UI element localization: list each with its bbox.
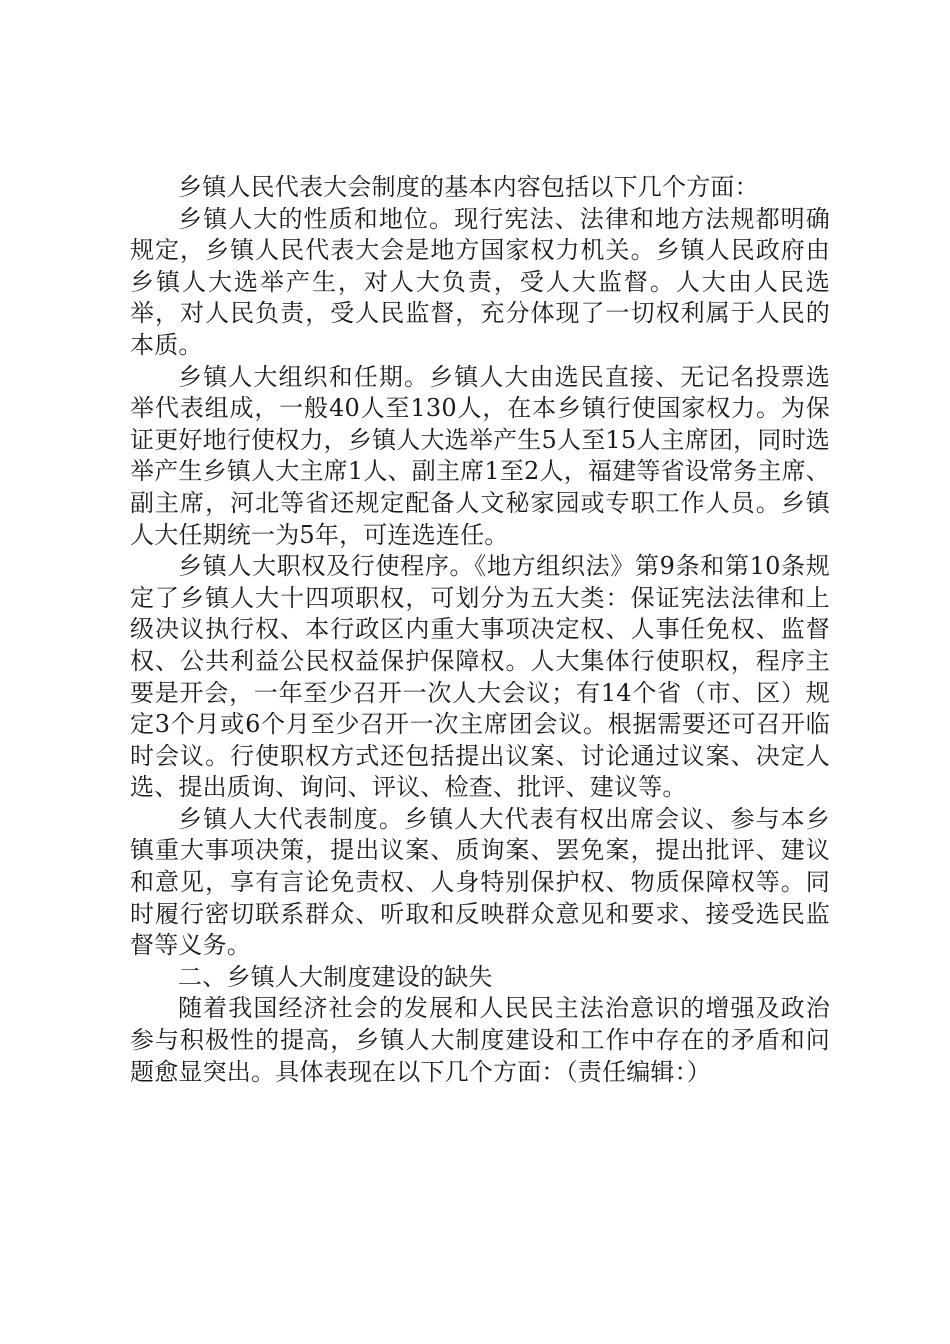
paragraph-organization-term: 乡镇人大组织和任期。乡镇人大由选民直接、无记名投票选举代表组成，一般40人至130人，在本乡镇行使国家权力。为保证更好地行使权力，乡镇人大选举产生5人至15人主席团，同时选举产生乡镇人大主席1人、副主席1至2人，福建等省设常务主席、副主席，河北等省还规定配备人文秘家园或专职工作人员。乡镇人大任期统一为5年，可连选连任。 bbox=[130, 362, 830, 549]
paragraph-intro: 乡镇人民代表大会制度的基本内容包括以下几个方面： bbox=[178, 173, 759, 201]
section-heading: 二、乡镇人大制度建设的缺失 bbox=[178, 962, 493, 991]
document-body bbox=[130, 172, 830, 1088]
paragraph-nature-status: 乡镇人大的性质和地位。现行宪法、法律和地方法规都明确规定，乡镇人民代表大会是地方国家权力机关。乡镇人民政府由乡镇人大选举产生，对人大负责，受人大监督。人大由人民选举，对人民负责，受人民监督，充分体现了一切权利属于人民的本质。 bbox=[130, 204, 830, 359]
paragraph-conclusion: 随着我国经济社会的发展和人民民主法治意识的增强及政治参与积极性的提高，乡镇人大制度建设和工作中存在的矛盾和问题愈显突出。具体表现在以下几个方面：（责任编辑：） bbox=[130, 994, 830, 1086]
paragraph-deputy-system: 乡镇人大代表制度。乡镇人大代表有权出席会议、参与本乡镇重大事项决策，提出议案、质询案、罢免案，提出批评、建议和意见，享有言论免责权、人身特别保护权、物质保障权等。同时履行密切联系群众、听取和反映群众意见和要求、接受选民监督等义务。 bbox=[130, 804, 830, 960]
paragraph-powers-procedure: 乡镇人大职权及行使程序。《地方组织法》第9条和第10条规定了乡镇人大十四项职权，可划分为五大类：保证宪法法律和上级决议执行权、本行政区内重大事项决定权、人事任免权、监督权、公共利益公民权益保护保障权。人大集体行使职权，程序主要是开会，一年至少召开一次人大会议；有14个省（市、区）规定3个月或6个月至少召开一次主席团会议。根据需要还可召开临时会议。行使职权方式还包括提出议案、讨论通过议案、决定人选、提出质询、询问、评议、检查、批评、建议等。 bbox=[130, 552, 830, 802]
